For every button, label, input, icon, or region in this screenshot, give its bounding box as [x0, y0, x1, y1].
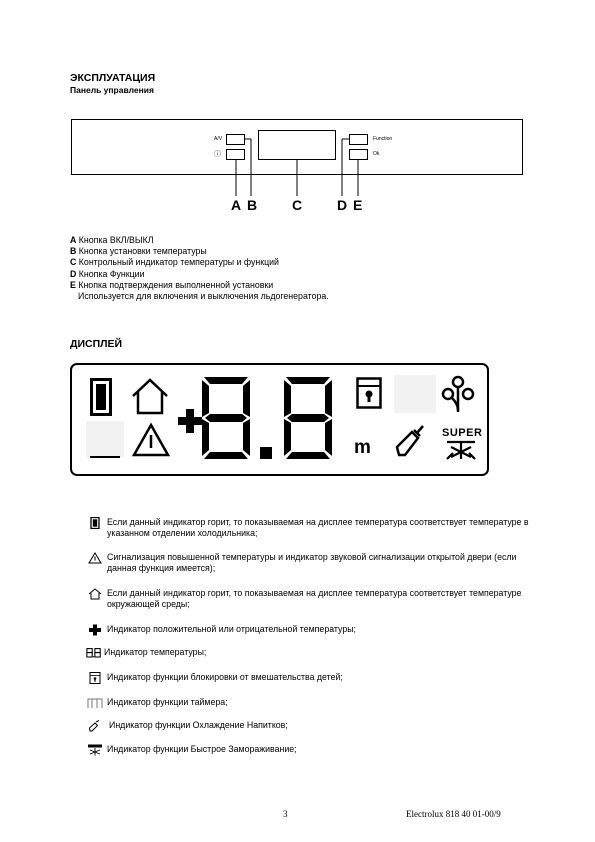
- doc-reference: Electrolux 818 40 01-00/9: [406, 809, 501, 819]
- super-label: SUPER: [442, 427, 483, 439]
- compartment-icon: [87, 517, 103, 529]
- timer-icon: [87, 697, 103, 709]
- unit-label: m: [354, 437, 371, 458]
- segment-zone-right: [394, 375, 436, 413]
- page-number: 3: [283, 809, 288, 819]
- underline-segment: [90, 456, 120, 458]
- description-c: C Контрольный индикатор температуры и функций: [70, 257, 279, 268]
- label-a: A: [231, 197, 242, 213]
- bottle-icon: [394, 423, 426, 459]
- button-a-label: A/V: [214, 136, 223, 142]
- section-subtitle: Панель управления: [70, 85, 154, 95]
- description-e: E Кнопка подтверждения выполненной установки: [70, 279, 274, 290]
- super-freeze-icon: [87, 744, 103, 756]
- house-icon: [130, 377, 170, 415]
- digits-icon: [86, 647, 102, 659]
- warning-icon: [132, 422, 170, 458]
- description-d: D Кнопка Функции: [70, 268, 145, 279]
- section-title: ЭКСПЛУАТАЦИЯ: [70, 72, 156, 84]
- segment-zone-left: [86, 421, 124, 457]
- plus-icon: [87, 624, 103, 636]
- label-d: D: [337, 197, 348, 213]
- label-b: B: [247, 197, 258, 213]
- leader-lines: [0, 0, 595, 210]
- bottle-icon: [87, 720, 103, 732]
- description-list: [70, 235, 530, 302]
- description-a: A Кнопка ВКЛ/ВЫКЛ: [70, 235, 154, 245]
- display-title: ДИСПЛЕЙ: [70, 338, 123, 350]
- info-icon: ⓘ: [214, 151, 221, 158]
- super-freeze-icon: [443, 439, 479, 461]
- label-e: E: [353, 197, 363, 213]
- button-e-label: Ok: [373, 151, 380, 157]
- temperature-digits: [190, 373, 352, 465]
- compartment-icon: [90, 378, 112, 416]
- label-c: C: [292, 197, 303, 213]
- child-lock-icon: [87, 672, 103, 684]
- child-lock-icon: [356, 377, 382, 409]
- lcd-display: [70, 363, 489, 476]
- house-icon: [87, 588, 103, 600]
- description-note: Используется для включения и выключения льдогенератора.: [78, 291, 329, 302]
- beverage-cool-icon: [440, 374, 476, 414]
- warning-icon: [87, 552, 103, 564]
- description-b: B Кнопка установки температуры: [70, 246, 207, 257]
- button-d-label: Function: [373, 136, 393, 142]
